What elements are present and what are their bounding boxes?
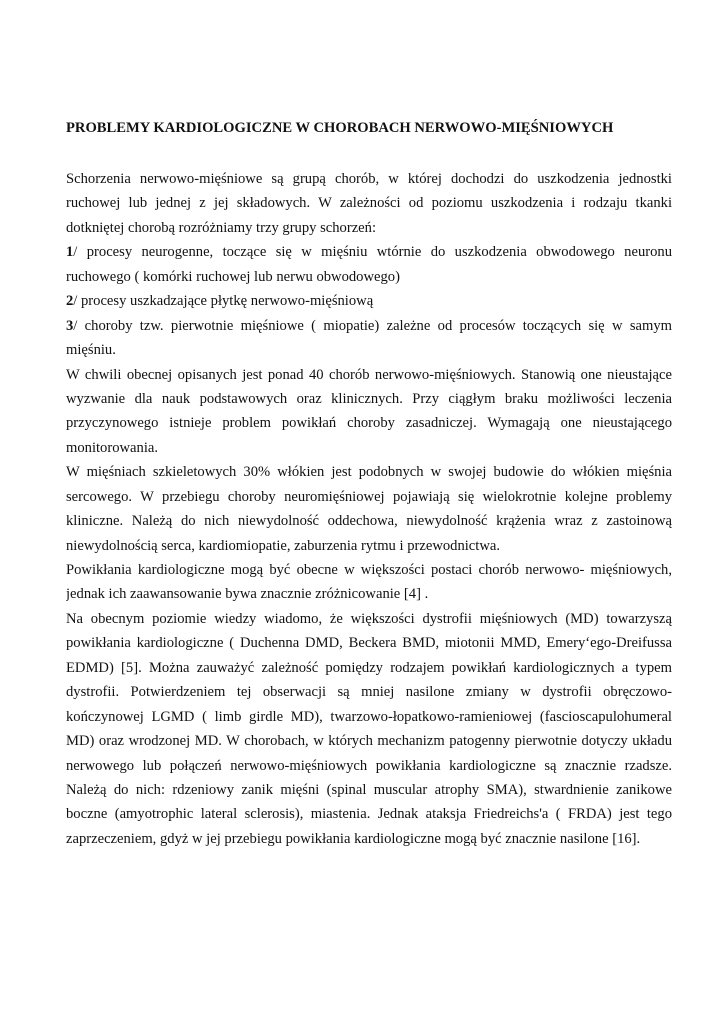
text-line: Powikłania kardiologiczne mogą być obecne w większości postaci chorób nerwowo- mięśniowych, [66, 562, 672, 578]
text-line: MD) oraz wrodzonej MD. W chorobach, w których mechanizm patogenny pierwotnie dotyczy układu [66, 733, 672, 750]
text-line: W mięśniach szkieletowych 30% włókien jest podobnych w swojej budowie do włókien mięśnia [66, 464, 672, 481]
text-line: zaprzeczeniem, gdyż w jej przebiegu powikłania kardiologiczne mogą być znacznie nasilone [16]. [66, 830, 641, 847]
list-marker-separator: / [73, 244, 87, 261]
list-item-text: choroby tzw. pierwotnie mięśniowe ( miopatie) zależne od procesów toczących się w samym [84, 317, 672, 334]
text-line: boczne (amyotrophic lateral sclerosis), miastenia. Jednak ataksja Friedreichs'a ( FRDA) jest tego [66, 806, 672, 823]
text-line: Na obecnym poziomie wiedzy wiadomo, że większości dystrofii mięśniowych (MD) towarzyszą [66, 610, 672, 627]
text-line: przyczynowego istnieje problem powikłań choroby zasadniczej. Wymagają one nieustającego [66, 415, 672, 432]
text-line: kliniczne. Należą do nich niewydolność oddechowa, niewydolność krążenia wraz z zastoinową [66, 513, 672, 530]
text-line: ruchowej lub jednej z jej składowych. W zależności od poziomu uszkodzenia i rodzaju tkanki [66, 195, 672, 212]
list-item-text: procesy uszkadzające płytkę nerwowo-mięśniową [81, 293, 374, 310]
document-title: PROBLEMY KARDIOLOGICZNE W CHOROBACH NERWOWO-MIĘŚNIOWYCH [66, 120, 614, 136]
list-item-2 [66, 289, 672, 313]
document-body [66, 167, 672, 851]
text-line: sercowego. W przebiegu choroby neuromięśniowej pojawiają się wielokrotnie kolejne problemy [66, 488, 672, 505]
text-line: Należą do nich: rdzeniowy zanik mięśni (spinal muscular atrophy SMA), stwardnienie zanikowe [66, 781, 672, 798]
list-item-text: procesy neurogenne, toczące się w mięśniu wtórnie do uszkodzenia obwodowego neuronu [86, 244, 672, 261]
text-line: ruchowego ( komórki ruchowej lub nerwu obwodowego) [66, 268, 400, 285]
list-marker: 3 [66, 317, 74, 334]
text-line: monitorowania. [66, 439, 159, 456]
text-line: niewydolnością serca, kardiomiopatie, zaburzenia rytmu i przewodnictwa. [66, 537, 501, 554]
list-marker: 1 [66, 244, 74, 261]
list-item-3 [66, 314, 672, 338]
list-marker: 2 [66, 293, 74, 310]
text-line: kończynowej LGMD ( limb girdle MD), twarzowo-łopatkowo-ramieniowej (fascioscapulohumeral [66, 708, 672, 725]
list-marker-separator: / [73, 293, 81, 310]
text-line: mięśniu. [66, 342, 116, 359]
list-item-1 [66, 240, 672, 264]
text-line: dystrofii. Potwierdzeniem tej obserwacji są mniej nasilone zmiany w dystrofii obręczowo- [66, 684, 672, 701]
text-line: Schorzenia nerwowo-mięśniowe są grupą chorób, w której dochodzi do uszkodzenia jednostki [66, 171, 672, 187]
text-line: wyzwanie dla nauk podstawowych oraz klinicznych. Przy ciągłym braku możliwości leczenia [66, 390, 672, 407]
text-line: W chwili obecnej opisanych jest ponad 40 chorób nerwowo-mięśniowych. Stanowią one nieustające [66, 366, 672, 383]
text-line: powikłania kardiologiczne ( Duchenna DMD, Beckera BMD, miotonii MMD, Emery‘ego-Dreifussa [66, 635, 672, 652]
text-line: dotkniętej chorobą rozróżniamy trzy grupy schorzeń: [66, 219, 377, 236]
text-line: EDMD) [5]. Można zauważyć zależność pomiędzy rodzajem powikłań kardiologicznych a typem [66, 659, 672, 676]
text-line: jednak ich zaawansowanie bywa znacznie zróżnicowanie [4] . [66, 586, 429, 603]
text-line: nerwowego lub połączeń nerwowo-mięśniowych powikłania kardiologiczne są znacznie rzadsze. [66, 757, 672, 774]
list-marker-separator: / [73, 317, 85, 334]
